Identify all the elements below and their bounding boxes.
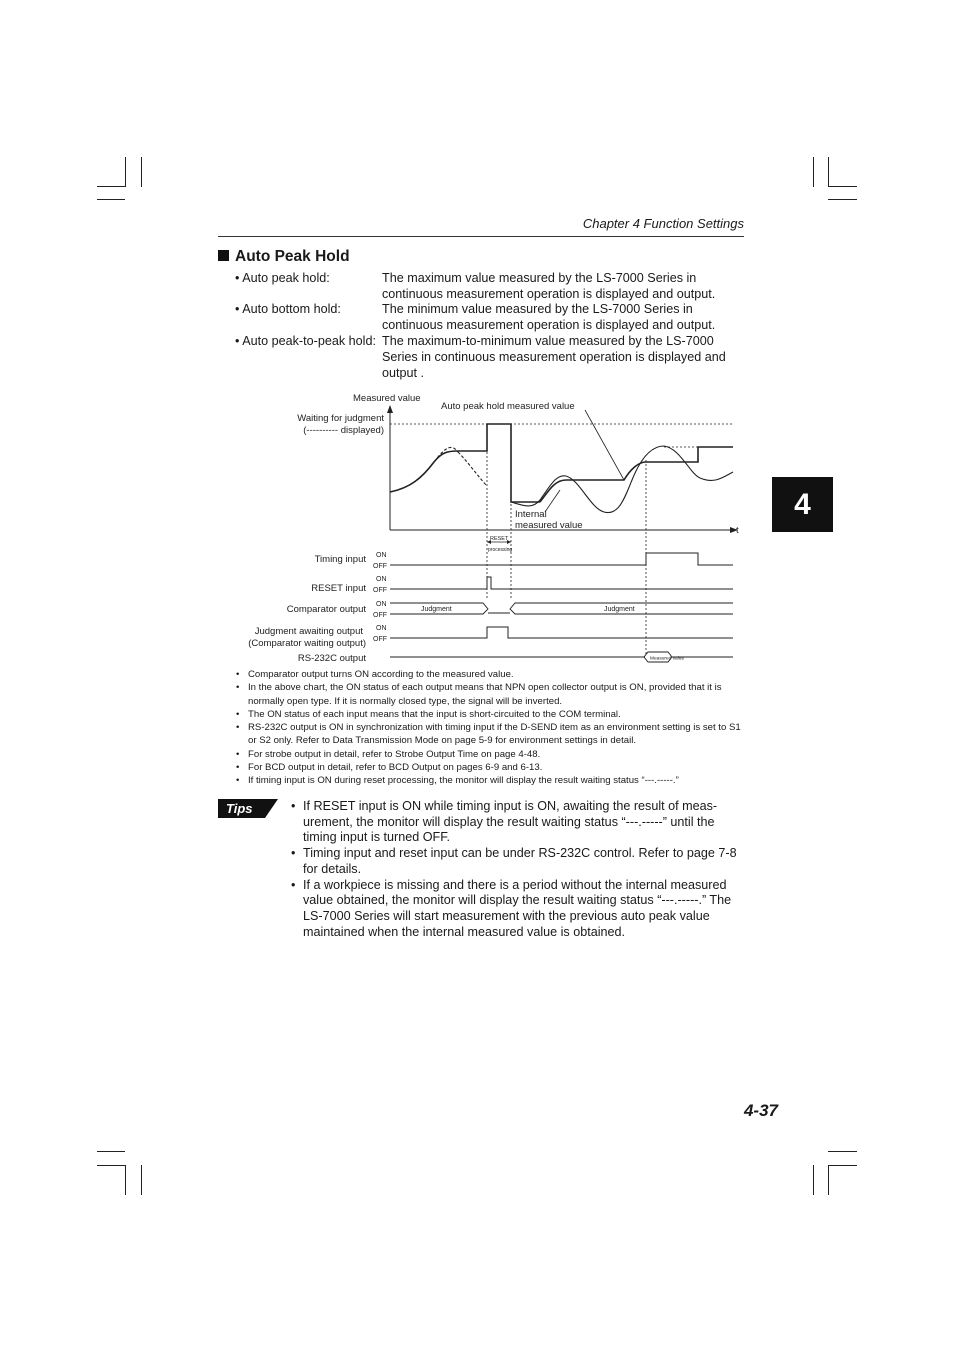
svg-text:OFF: OFF — [373, 587, 387, 594]
on-off-labels — [373, 552, 387, 643]
chapter-tab: 4 — [772, 477, 833, 532]
signal-label-reset: RESET input — [311, 583, 366, 594]
note-item: • For strobe output in detail, refer to Strobe Output Time on page 4-48. — [236, 748, 746, 761]
judgment-awaiting-wave — [390, 627, 733, 638]
signal-label-judgment-sub: (Comparator waiting output) — [248, 638, 366, 649]
page-number: 4-37 — [743, 1101, 778, 1120]
svg-text:processing: processing — [488, 547, 513, 553]
internal-value-curve — [390, 447, 487, 492]
waiting-label: Waiting for judgment — [297, 413, 384, 424]
leader-line — [585, 410, 624, 480]
tip-item: • Timing input and reset input can be under RS-232C control. Refer to page 7-8 for details. — [291, 846, 746, 877]
signal-label-judgment: Judgment awaiting output — [254, 626, 363, 637]
svg-text:OFF: OFF — [373, 612, 387, 619]
notes-list — [236, 668, 746, 788]
svg-text:Judgment: Judgment — [604, 606, 635, 613]
svg-text:Tips: Tips — [226, 801, 253, 816]
svg-text:OFF: OFF — [373, 563, 387, 570]
signal-label-timing: Timing input — [314, 554, 366, 565]
svg-text:ON: ON — [376, 576, 387, 583]
svg-text:Measured value: Measured value — [650, 656, 685, 662]
reset-processing-marker — [487, 536, 512, 553]
axis-label-measured: Measured value — [353, 393, 421, 404]
svg-text:ON: ON — [376, 601, 387, 608]
t-axis-label: t — [736, 525, 739, 536]
comparator-output-wave — [390, 603, 733, 614]
signal-label-comparator: Comparator output — [286, 604, 366, 615]
definition-desc: The minimum value measured by the LS-7000 Series in continuous measurement operation is displayed and output. — [382, 302, 716, 332]
svg-text:ON: ON — [376, 552, 387, 559]
internal-label-sub: measured value — [515, 520, 583, 531]
note-item: • For BCD output in detail, refer to BCD Output on pages 6-9 and 6-13. — [236, 761, 746, 774]
waiting-label-sub: (---------- displayed) — [303, 425, 384, 436]
auto-peak-hold-line — [390, 424, 733, 502]
note-item: • Comparator output turns ON according to the measured value. — [236, 668, 746, 681]
rs232c-output-wave — [390, 652, 733, 662]
definition-desc: The maximum value measured by the LS-7000 Series in continuous measurement operation is displayed and output. — [382, 271, 716, 301]
tip-item: • If RESET input is ON while timing input is ON, awaiting the result of meas-urement, the monitor will display the result waiting status “---.-----” until the timing input is turned OFF. — [291, 799, 746, 846]
definition-term: • Auto peak hold: — [235, 271, 330, 285]
note-item: • In the above chart, the ON status of each output means that NPN open collector output is ON, provided that it is normally open type. If it is normally closed type, the signal will be inverted. — [236, 681, 746, 708]
note-item: • RS-232C output is ON in synchronization with timing input if the D-SEND item as an environment setting is set to S1 or S2 only. Refer to Data Transmission Mode on page 5-9 for environment settings in detail. — [236, 721, 746, 748]
signal-label-rs232c: RS-232C output — [297, 653, 366, 664]
tip-item: • If a workpiece is missing and there is a period without the internal measured value obtained, the monitor will display the result waiting status “---.-----.” The LS-7000 Series will start measurement with the previous auto peak value maintained when the internal measured value is obtained. — [291, 878, 746, 941]
timing-input-wave — [390, 553, 733, 565]
note-item: • If timing input is ON during reset processing, the monitor will display the result waiting status “---.-----.” — [236, 774, 746, 787]
reset-input-wave — [390, 577, 733, 589]
svg-text:RESET: RESET — [490, 536, 509, 542]
definition-desc: The maximum-to-minimum value measured by the LS-7000 Series in continuous measurement operation is displayed and output . — [382, 334, 726, 380]
definition-term: • Auto bottom hold: — [235, 302, 341, 316]
auto-peak-label: Auto peak hold measured value — [441, 401, 575, 412]
svg-text:Judgment: Judgment — [421, 606, 452, 613]
tips-list — [291, 799, 746, 940]
chapter-header: Chapter 4 Function Settings — [582, 216, 744, 231]
definition-term: • Auto peak-to-peak hold: — [235, 334, 376, 348]
svg-text:ON: ON — [376, 625, 387, 632]
section-title: Auto Peak Hold — [235, 248, 350, 265]
note-item: • The ON status of each input means that the input is short-circuited to the COM terminal. — [236, 708, 746, 721]
internal-label: Internal — [515, 509, 547, 520]
svg-text:OFF: OFF — [373, 636, 387, 643]
tips-badge — [218, 799, 278, 818]
